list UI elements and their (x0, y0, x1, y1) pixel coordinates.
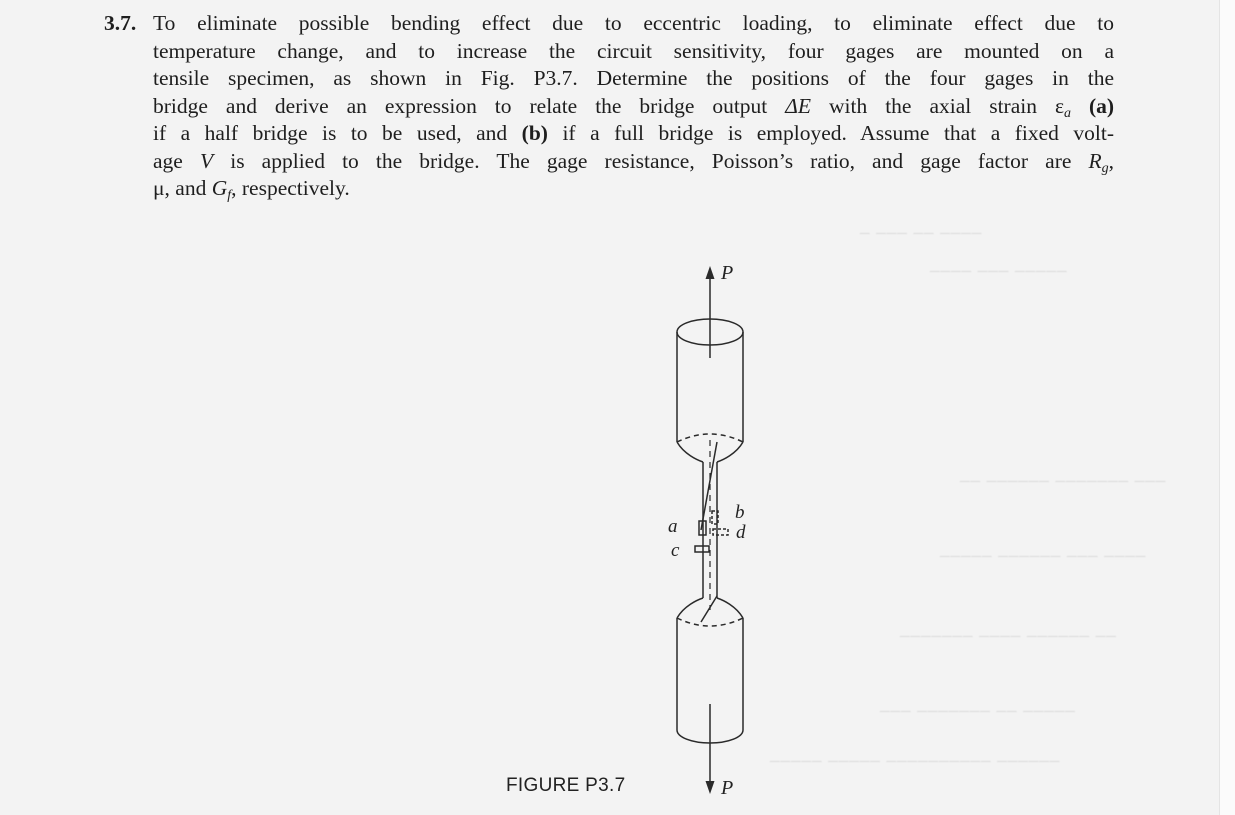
gage-resistance-symbol: $R_g$ (1088, 148, 1109, 176)
problem-line-7: μ, and $G_f$, respectively. (153, 176, 350, 203)
bleed-through-text: ‒‒‒‒ ‒‒‒ ‒‒‒‒‒ (930, 260, 1068, 281)
delta-e-symbol: ΔE (785, 93, 812, 118)
part-b-label: (b) (521, 121, 548, 145)
bleed-through-text: ‒‒‒‒‒‒‒ ‒‒‒‒ ‒‒‒‒‒‒ ‒‒ (900, 625, 1117, 646)
bleed-through-text: ‒‒‒‒‒ ‒‒‒‒‒ ‒‒‒‒‒‒‒‒‒‒ ‒‒‒‒‒‒ (770, 750, 1061, 771)
axial-strain-symbol: $\varepsilon_a$ (1054, 93, 1071, 121)
problem-line-1: To eliminate possible bending effect due to eccentric loading, to eliminate effect due to (153, 11, 1114, 35)
problem-line-6: age V is applied to the bridge. The gage resistance, Poisson’s ratio, and gage factor are $R_g$, (153, 148, 1115, 176)
gage-label-c: c (671, 540, 680, 561)
strain-gage-d (713, 529, 728, 535)
bleed-through-text: ‒ ‒‒‒ ‒‒ ‒‒‒‒ (860, 222, 983, 243)
bleed-through-text: ‒‒ ‒‒‒‒‒‒ ‒‒‒‒‒‒‒ ‒‒‒ (960, 470, 1167, 491)
problem-line-4: bridge and derive an expression to relate the bridge output ΔE with the axial strain $\varepsilon_a$ (a) (153, 93, 1115, 121)
gage-label-d: d (736, 522, 746, 543)
problem-line-2: temperature change, and to increase the circuit sensitivity, four gages are mounted on a (153, 38, 1114, 63)
gage-section (701, 440, 717, 610)
gage-factor-symbol: $G_f$ (211, 176, 232, 203)
bleed-through-text: ‒‒‒‒‒ ‒‒‒‒‒‒ ‒‒‒ ‒‒‒‒ (940, 545, 1147, 566)
problem-line-5: if a half bridge is to be used, and (b) if a full bridge is employed. Assume that a fixed volt- (153, 121, 1115, 145)
bottom-load-label: P (721, 777, 734, 799)
problem-number: 3.7. (104, 11, 137, 35)
strain-gage-c (695, 546, 709, 552)
bleed-through-text: ‒‒‒ ‒‒‒‒‒‒‒ ‒‒ ‒‒‒‒‒ (880, 700, 1076, 721)
problem-line-3: tensile specimen, as shown in Fig. P3.7. Determine the positions of the four gages in the (153, 66, 1114, 90)
gage-label-a: a (668, 516, 678, 537)
bottom-load-arrow (706, 704, 715, 794)
poisson-ratio-symbol: μ (153, 176, 165, 200)
figure-caption: FIGURE P3.7 (506, 775, 626, 796)
part-a-label: (a) (1088, 93, 1115, 118)
voltage-symbol: V (199, 148, 214, 173)
top-load-label: P (721, 262, 734, 284)
gage-label-b: b (735, 502, 745, 523)
